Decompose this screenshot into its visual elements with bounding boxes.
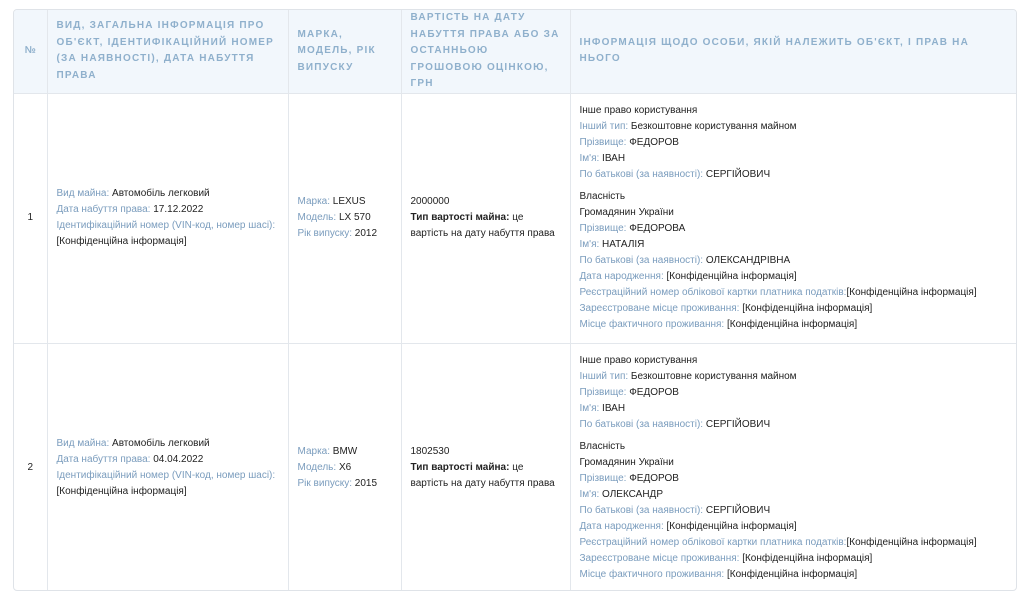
owner-patronymic-label: По батькові (за наявності): [579, 255, 704, 266]
owner-surname-label: Прізвище: [579, 223, 627, 234]
header-number: № [14, 10, 47, 93]
table-row [14, 343, 1017, 591]
brand-make-label: Марка: [297, 446, 330, 458]
owner-other-type-value: Безкоштовне користування майном [630, 371, 797, 383]
brand-model-label: Модель: [297, 462, 337, 474]
owner-actual-label: Місце фактичного проживання: [579, 569, 725, 581]
owner-name-value: ІВАН [602, 153, 626, 164]
owner-cell [570, 93, 1017, 343]
owner-birth-value: [Конфіденційна інформація] [666, 271, 797, 282]
object-date-value: 17.12.2022 [153, 204, 204, 215]
owner-right-type: Власність [579, 191, 626, 202]
owner-actual-label: Місце фактичного проживання: [579, 319, 725, 330]
owner-other-type-label: Інший тип: [579, 121, 629, 132]
table-row [14, 93, 1017, 343]
header-value: ВАРТІСТЬ НА ДАТУ НАБУТТЯ ПРАВА АБО ЗА ОСТАННЬОЮ ГРОШОВОЮ ОЦІНКОЮ, ГРН [401, 10, 570, 93]
brand-make-value: LEXUS [332, 196, 366, 207]
brand-model-value: LX 570 [338, 212, 371, 223]
brand-year-label: Рік випуску: [297, 478, 353, 490]
brand-model-label: Модель: [297, 212, 337, 223]
owner-surname-value: ФЕДОРОВ [629, 137, 679, 148]
object-date-value: 04.04.2022 [153, 454, 204, 466]
owner-surname-value: ФЕДОРОВА [629, 223, 686, 234]
object-vin-value: [Конфіденційна інформація] [56, 486, 187, 498]
brand-year-value: 2012 [354, 228, 378, 239]
brand-year-value: 2015 [354, 478, 378, 490]
owner-birth-label: Дата народження: [579, 271, 664, 282]
owner-patronymic-value: СЕРГІЙОВИЧ [705, 419, 771, 431]
value-kind-label: Тип вартості майна: [410, 462, 510, 474]
header-brand: МАРКА, МОДЕЛЬ, РІК ВИПУСКУ [288, 10, 401, 93]
owner-actual-value: [Конфіденційна інформація] [727, 319, 858, 330]
owner-surname-value: ФЕДОРОВ [629, 387, 679, 399]
object-type-label: Вид майна: [56, 188, 110, 199]
owner-registered-label: Зареєстроване місце проживання: [579, 303, 740, 314]
owner-citizenship: Громадянин України [579, 457, 674, 469]
brand-cell [288, 93, 401, 343]
value-cell [401, 93, 570, 343]
owner-right-type: Власність [579, 441, 626, 453]
owner-registered-label: Зареєстроване місце проживання: [579, 553, 740, 565]
owner-surname-label: Прізвище: [579, 473, 627, 485]
owner-patronymic-label: По батькові (за наявності): [579, 505, 704, 517]
owner-tax-value: [Конфіденційна інформація] [846, 537, 977, 549]
owner-patronymic-label: По батькові (за наявності): [579, 169, 704, 180]
owner-tax-label: Реєстраційний номер облікової картки платника податків: [579, 537, 847, 549]
object-date-label: Дата набуття права: [56, 454, 151, 466]
brand-make-label: Марка: [297, 196, 330, 207]
object-cell [47, 343, 288, 591]
owner-registered-value: [Конфіденційна інформація] [742, 303, 873, 314]
vehicle-table-container [13, 9, 1017, 591]
value-amount: 1802530 [410, 446, 450, 458]
owner-patronymic-value: ОЛЕКСАНДРІВНА [705, 255, 791, 266]
owner-tax-label: Реєстраційний номер облікової картки платника податків: [579, 287, 847, 298]
owner-actual-value: [Конфіденційна інформація] [727, 569, 858, 581]
value-kind: це вартість на дату набуття права [410, 212, 555, 239]
row-number: 1 [14, 93, 47, 343]
owner-name-value: НАТАЛІЯ [602, 239, 645, 250]
value-kind-label: Тип вартості майна: [410, 212, 510, 223]
owner-name-label: Ім'я: [579, 239, 600, 250]
row-number: 2 [14, 343, 47, 591]
owner-surname-label: Прізвище: [579, 387, 627, 399]
owner-other-type-label: Інший тип: [579, 371, 629, 383]
vehicle-table [14, 10, 1017, 591]
object-type-value: Автомобіль легковий [112, 188, 210, 199]
value-cell [401, 343, 570, 591]
owner-other-type-value: Безкоштовне користування майном [630, 121, 797, 132]
owner-registered-value: [Конфіденційна інформація] [742, 553, 873, 565]
brand-make-value: BMW [332, 446, 358, 458]
object-vin-label: Ідентифікаційний номер (VIN-код, номер шасі): [56, 220, 276, 231]
owner-tax-value: [Конфіденційна інформація] [846, 287, 977, 298]
value-kind: це вартість на дату набуття права [410, 462, 555, 490]
object-type-value: Автомобіль легковий [112, 438, 210, 450]
object-vin-label: Ідентифікаційний номер (VIN-код, номер шасі): [56, 470, 276, 482]
owner-right-type: Інше право користування [579, 355, 698, 367]
owner-citizenship: Громадянин України [579, 207, 674, 218]
header-owner: ІНФОРМАЦІЯ ЩОДО ОСОБИ, ЯКІЙ НАЛЕЖИТЬ ОБ'ЄКТ, І ПРАВ НА НЬОГО [570, 10, 1017, 93]
object-type-label: Вид майна: [56, 438, 110, 450]
owner-name-label: Ім'я: [579, 153, 600, 164]
object-cell [47, 93, 288, 343]
brand-model-value: X6 [338, 462, 352, 474]
owner-patronymic-value: СЕРГІЙОВИЧ [705, 505, 771, 517]
brand-year-label: Рік випуску: [297, 228, 353, 239]
object-date-label: Дата набуття права: [56, 204, 151, 215]
value-amount: 2000000 [410, 196, 450, 207]
table-header-row [14, 10, 1017, 93]
owner-surname-label: Прізвище: [579, 137, 627, 148]
owner-surname-value: ФЕДОРОВ [629, 473, 679, 485]
owner-name-value: ІВАН [602, 403, 626, 415]
owner-patronymic-label: По батькові (за наявності): [579, 419, 704, 431]
owner-name-label: Ім'я: [579, 489, 600, 501]
owner-cell [570, 343, 1017, 591]
owner-right-type: Інше право користування [579, 105, 698, 116]
brand-cell [288, 343, 401, 591]
header-object: ВИД, ЗАГАЛЬНА ІНФОРМАЦІЯ ПРО ОБ'ЄКТ, ІДЕНТИФІКАЦІЙНИЙ НОМЕР (ЗА НАЯВНОСТІ), ДАТА НАБУТТЯ ПРАВА [47, 10, 288, 93]
owner-patronymic-value: СЕРГІЙОВИЧ [705, 169, 771, 180]
object-vin-value: [Конфіденційна інформація] [56, 236, 187, 247]
owner-name-value: ОЛЕКСАНДР [602, 489, 663, 501]
owner-name-label: Ім'я: [579, 403, 600, 415]
owner-birth-value: [Конфіденційна інформація] [666, 521, 797, 533]
owner-birth-label: Дата народження: [579, 521, 664, 533]
